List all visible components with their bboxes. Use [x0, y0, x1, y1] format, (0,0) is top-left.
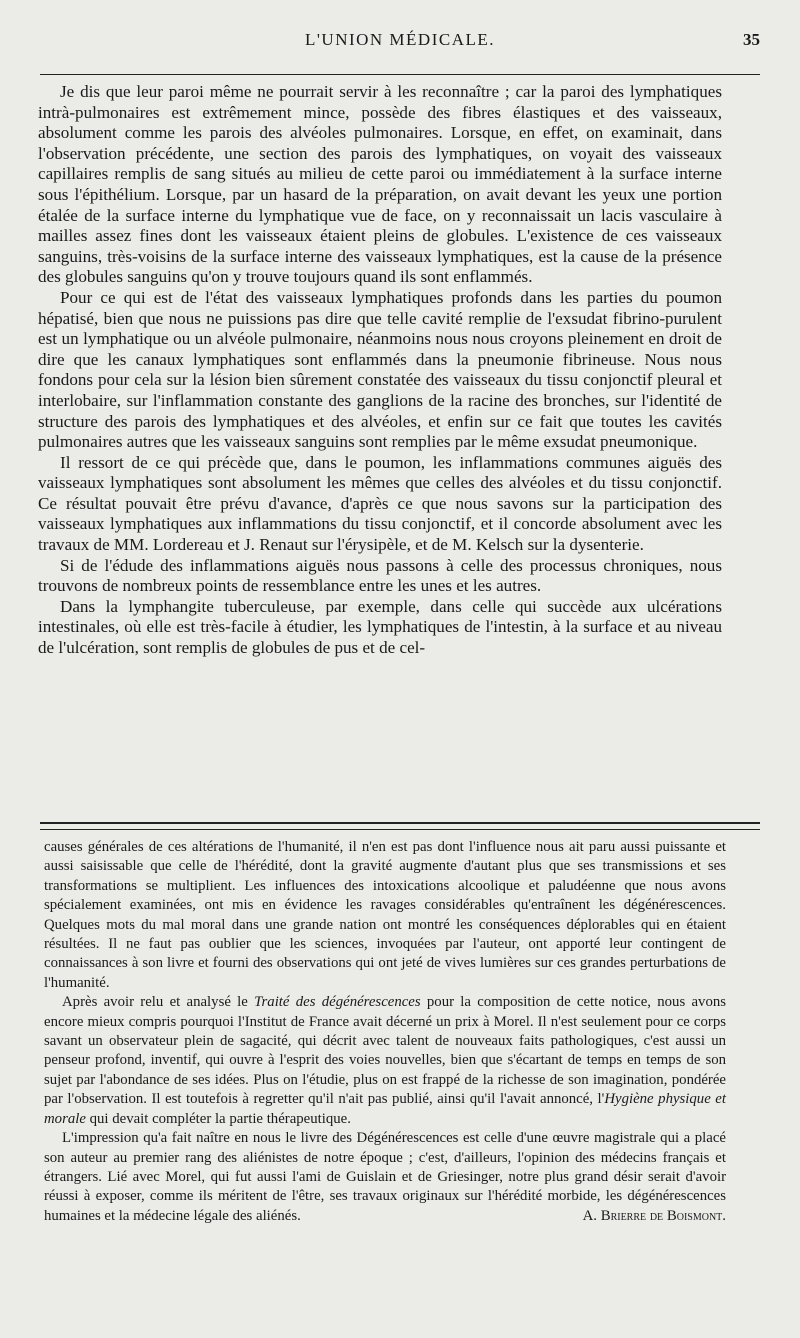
footnote-p2-after: qui devait compléter la partie thérapeutique.	[85, 1110, 351, 1127]
paragraph-4: Si de l'édude des inflammations aiguës nous passons à celle des processus chroniques, nous trouvons de nombreux points de ressemblance entre les unes et les autres.	[38, 555, 722, 596]
header-rule	[40, 74, 760, 75]
book-title-degenerescences: Traité des dégénérescences	[254, 994, 421, 1011]
paragraph-5: Dans la lymphangite tuberculeuse, par exemple, dans celle qui succède aux ulcérations intestinales, où elle est très-facile à étudier, les lymphatiques de l'intestin, à la surface et au niveau de l'ulcération, sont remplis de globules de pus et de cel-	[38, 596, 722, 658]
page-number: 35	[743, 30, 760, 49]
footnote-p2-before: Après avoir relu et analysé le	[62, 994, 255, 1011]
footnote-paragraph-2	[44, 993, 726, 1129]
paragraph-1: Je dis que leur paroi même ne pourrait servir à les reconnaître ; car la paroi des lymphatiques intrà-pulmonaires est extrêmement mince, possède des fibres élastiques et des vaisseaux, absolument comme les parois des alvéoles pulmonaires. Lorsque, en effet, on examinait, dans l'observation précédente, une section des parois des lymphatiques, on voyait des vaisseaux capillaires remplis de sang situés au milieu de cette paroi ou immédiatement à la surface interne sous l'épithélium. Lorsque, par un hasard de la préparation, on avait devant les yeux une portion étalée de la surface interne du lymphatique vue de face, on y reconnaissait un lacis vasculaire à mailles assez fines dont les vaisseaux étaient pleins de globules. L'existence de ces vaisseaux sanguins, très-voisins de la surface interne des vaisseaux lymphatiques, est la cause de la présence des globules sanguins qu'on y trouve toujours quand ils sont enflammés.	[38, 82, 722, 287]
page-header	[40, 30, 760, 60]
footnote-paragraph-1: causes générales de ces altérations de l'humanité, il n'en est pas dont l'influence nous ait paru aussi puissante et aussi saisissable que celle de l'hérédité, dont la gravité augmente d'autant plus que ses transmissions et ses transformations se multiplient. Les influences des intoxications alcoolique et paludéenne que nous avons spécialement examinées, ont mis en évidence les ravages considérables qu'entraînent les dégénérescences. Quelques mots du mal moral dans une grande nation ont montré les conséquences déplorables qui en étaient résultées. Il ne faut pas oublier que les sciences, invoquées par l'auteur, ont apporté leur contingent de connaissances à son livre et fourni des observations qui ont jeté de vives lumières sur ces grandes perturbations de l'humanité.	[44, 839, 726, 991]
running-title: L'UNION MÉDICALE.	[304, 30, 496, 49]
footnote-p2-mid: pour la composition de cette notice, nous avons encore mieux compris pourquoi l'Institut de France avait décerné un prix à Morel. Il n'est seulement pour ce corps savant un observateur plein de sagacité, qui décrit avec talent de nouveaux faits pathologiques, c'est aussi un penseur profond, inventif, qui ouvre à l'esprit des voies nouvelles, bien que s'écartant de temps en temps de son sujet par l'abondance de ses idées. Plus on l'étudie, plus on est frappé de la richesse de son imagination, pondérée par l'observation. Il est toutefois à regretter qu'il n'ait pas publié, ainsi qu'il l'avait annoncé, l'	[44, 994, 727, 1108]
main-text	[38, 82, 722, 659]
footnote-rule	[40, 822, 760, 830]
footnote	[44, 838, 726, 1226]
footnote-p3-text: L'impression qu'a fait naître en nous le livre des Dégénérescences est celle d'une œuvre magistrale qui a placé son auteur au premier rang des aliénistes de notre époque ; c'est, d'ailleurs, l'opinion des médecins français et étrangers. Lié avec Morel, qui fut aussi l'ami de Guislain et de Griesinger, notre plus grand désir serait d'avoir réussi à exposer, comme ils méritent de l'être, ses travaux originaux sur l'hérédité morbide, les dégénérescences humaines et la médecine légale des aliénés.	[44, 1130, 726, 1224]
author-signature: A. Brierre de Boismont.	[582, 1207, 726, 1224]
paragraph-3: Il ressort de ce qui précède que, dans le poumon, les inflammations communes aiguës des vaisseaux lymphatiques sont absolument les mêmes que celles des alvéoles et du tissu conjonctif. Ce résultat pouvait être prévu d'avance, d'après ce que nous savons sur la participation des vaisseaux lymphatiques aux inflammations du tissu conjonctif, et il concorde absolument avec les travaux de MM. Lordereau et J. Renaut sur l'érysipèle, et de M. Kelsch sur la dysenterie.	[38, 452, 722, 555]
book-title-hygiene: Hygiène physique et morale	[44, 1091, 726, 1127]
footnote-paragraph-3	[44, 1129, 726, 1226]
paragraph-2: Pour ce qui est de l'état des vaisseaux lymphatiques profonds dans les parties du poumon hépatisé, bien que nous ne puissions pas dire que telle cavité remplie de l'exsudat fibrino-purulent est un lymphatique ou un alvéole pulmonaire, néanmoins nous nous croyons pleinement en droit de dire que les canaux lymphatiques sont enflammés dans la pneumonie fibrineuse. Nous nous fondons pour cela sur la lésion bien sûrement constatée des vaisseaux du tissu conjonctif pleural et interlobaire, sur l'inflammation constante des ganglions de la racine des bronches, sur l'identité de structure des parois des lymphatiques et des alvéoles, et enfin sur ce fait que toutes les cavités pulmonaires autres que les vaisseaux sanguins sont remplies par le même exsudat pneumonique.	[38, 287, 722, 452]
